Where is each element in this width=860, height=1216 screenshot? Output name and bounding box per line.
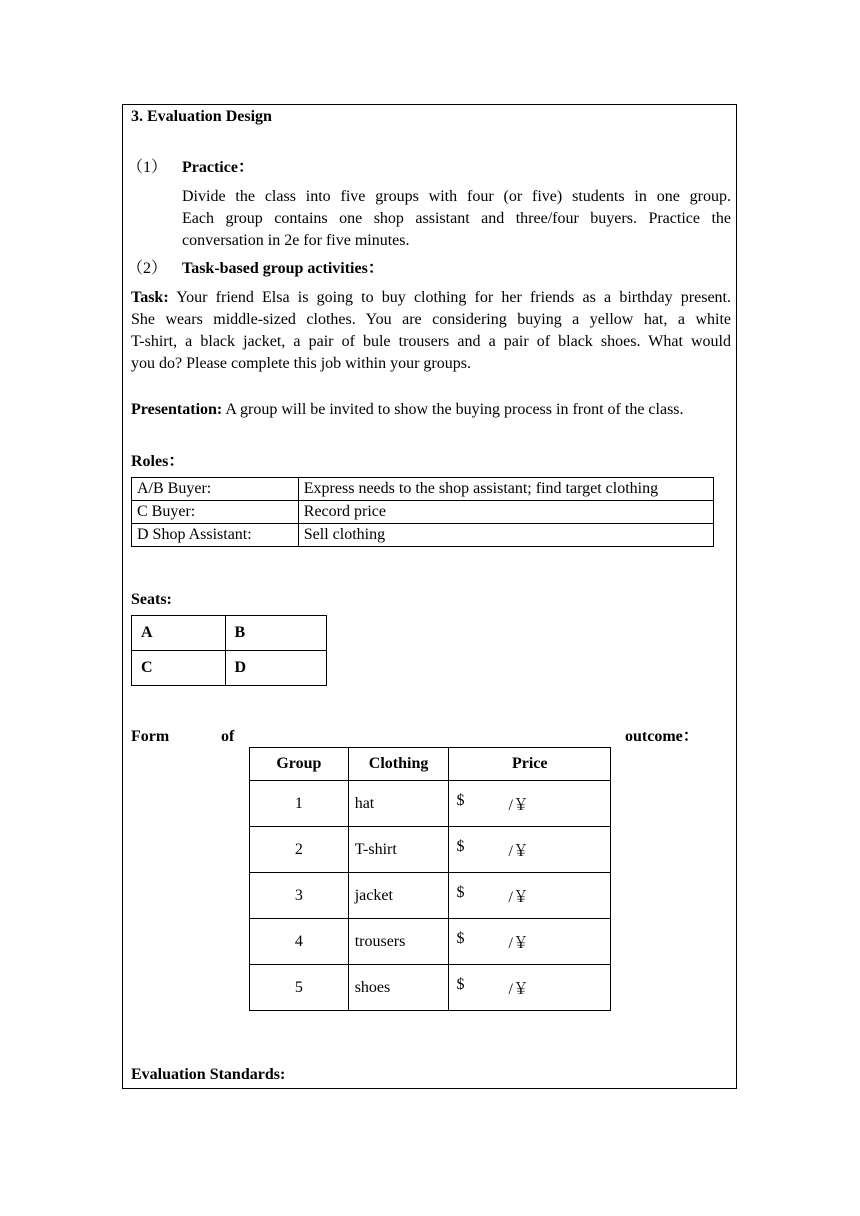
dollar-sign: $ <box>456 792 465 809</box>
seats-heading: Seats: <box>131 591 172 608</box>
practice-number: （1） <box>127 159 168 176</box>
dollar-sign: $ <box>456 930 465 947</box>
role-cell: A/B Buyer: <box>132 478 299 501</box>
price-cell <box>449 827 611 873</box>
duty-cell: Sell clothing <box>298 524 713 547</box>
price-cell <box>449 781 611 827</box>
role-cell: C Buyer: <box>132 501 299 524</box>
form-word-of: of <box>221 728 235 745</box>
group-cell: 1 <box>250 781 349 827</box>
group-cell: 5 <box>250 965 349 1011</box>
practice-line-1: Divide the class into five groups with four (or five) students in one group. <box>182 188 731 205</box>
seat-d: D <box>225 651 326 686</box>
outcome-table <box>249 747 611 1011</box>
practice-line-2: Each group contains one shop assistant and three/four buyers. Practice the <box>182 210 731 227</box>
form-word-outcome: outcome： <box>625 728 699 745</box>
practice-line-3: conversation in 2e for five minutes. <box>182 232 410 249</box>
group-cell: 2 <box>250 827 349 873</box>
standards-heading: Evaluation Standards: <box>131 1066 286 1083</box>
table-row <box>250 827 611 873</box>
task-line-1-text: Your friend Elsa is going to buy clothing for her friends as a birthday present. <box>168 289 731 306</box>
yuan-sign: /￥ <box>508 843 529 860</box>
header-group: Group <box>250 748 349 781</box>
table-row <box>132 501 714 524</box>
presentation-line <box>131 399 684 421</box>
dollar-sign: $ <box>456 838 465 855</box>
task-group-heading: Task-based group activities： <box>182 260 384 277</box>
task-line-4: you do? Please complete this job within your groups. <box>131 355 471 372</box>
clothing-cell: jacket <box>348 873 449 919</box>
yuan-sign: /￥ <box>508 981 529 998</box>
duty-cell: Express needs to the shop assistant; find target clothing <box>298 478 713 501</box>
seats-table <box>131 615 327 686</box>
yuan-sign: /￥ <box>508 797 529 814</box>
table-row <box>132 478 714 501</box>
practice-heading: Practice： <box>182 159 254 176</box>
table-row <box>250 919 611 965</box>
section-title: 3. Evaluation Design <box>131 108 272 125</box>
dollar-sign: $ <box>456 884 465 901</box>
dollar-sign: $ <box>456 976 465 993</box>
clothing-cell: hat <box>348 781 449 827</box>
group-cell: 3 <box>250 873 349 919</box>
seat-c: C <box>132 651 226 686</box>
table-row <box>132 651 327 686</box>
table-row <box>250 965 611 1011</box>
task-line-1 <box>131 287 731 309</box>
form-word-form: Form <box>131 728 170 745</box>
presentation-label: Presentation: <box>131 401 223 418</box>
presentation-text: A group will be invited to show the buying process in front of the class. <box>222 401 684 418</box>
yuan-sign: /￥ <box>508 889 529 906</box>
seat-a: A <box>132 616 226 651</box>
yuan-sign: /￥ <box>508 935 529 952</box>
roles-table <box>131 477 714 547</box>
header-clothing: Clothing <box>348 748 449 781</box>
table-row <box>250 781 611 827</box>
price-cell <box>449 965 611 1011</box>
task-line-3: T-shirt, a black jacket, a pair of bule trousers and a pair of black shoes. What would <box>131 333 731 350</box>
group-cell: 4 <box>250 919 349 965</box>
table-header-row <box>250 748 611 781</box>
clothing-cell: shoes <box>348 965 449 1011</box>
task-group-number: （2） <box>127 260 168 277</box>
seat-b: B <box>225 616 326 651</box>
role-cell: D Shop Assistant: <box>132 524 299 547</box>
clothing-cell: trousers <box>348 919 449 965</box>
table-row <box>132 616 327 651</box>
task-label: Task: <box>131 289 169 306</box>
header-price: Price <box>449 748 611 781</box>
task-line-2: She wears middle-sized clothes. You are considering buying a yellow hat, a white <box>131 311 731 328</box>
table-row <box>132 524 714 547</box>
price-cell <box>449 873 611 919</box>
roles-heading: Roles： <box>131 453 185 470</box>
table-row <box>250 873 611 919</box>
clothing-cell: T-shirt <box>348 827 449 873</box>
duty-cell: Record price <box>298 501 713 524</box>
price-cell <box>449 919 611 965</box>
